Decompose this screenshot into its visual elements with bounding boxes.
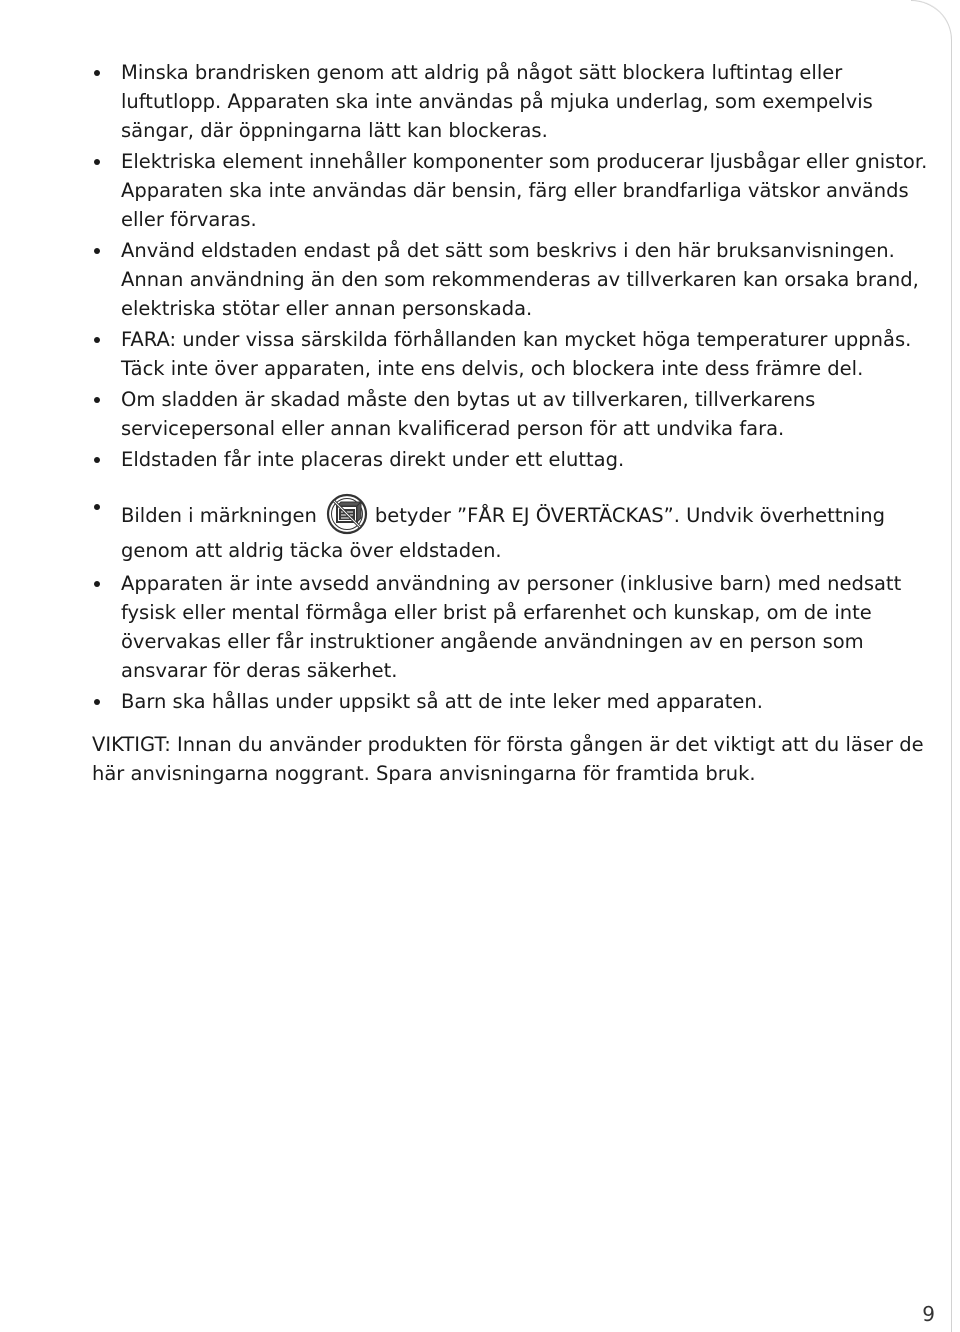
bullet-icon [94,504,100,510]
list-item-text-before-icon: Bilden i märkningen [121,504,317,527]
safety-instructions [92,58,932,808]
list-item-text: Eldstaden får inte placeras direkt under ett eluttag. [121,448,625,471]
list-item-text: Om sladden är skadad måste den bytas ut av tillverkaren, tillverkarens servicepersonal eller annan kvalificerad person för att undvika fara. [121,388,816,440]
safety-list [92,58,932,716]
bullet-icon [94,70,100,76]
list-item [92,325,932,383]
do-not-cover-icon [323,492,371,536]
list-item-text-after-icon: betyder ”FÅR EJ ÖVERTÄCKAS”. Undvik överhettning genom att aldrig täcka över eldstaden. [121,504,885,562]
bullet-icon [94,699,100,705]
list-item [92,445,932,474]
page-number: 9 [922,1302,935,1326]
list-item-text: Apparaten är inte avsedd användning av personer (inklusive barn) med nedsatt fysisk eller mental förmåga eller brist på erfarenhet och kunskap, om de inte övervakas eller får instruktioner angående användningen av en person som ansvarar för deras säkerhet. [121,572,902,682]
list-item-do-not-cover [92,492,932,565]
list-item [92,147,932,234]
list-item-text: Elektriska element innehåller komponenter som producerar ljusbågar eller gnistor. Apparaten ska inte användas där bensin, färg eller brandfarliga vätskor används eller förvaras. [121,150,928,231]
bullet-icon [94,397,100,403]
list-item-text: Använd eldstaden endast på det sätt som beskrivs i den här bruksanvisningen. Annan användning än den som rekommenderas av tillverkaren kan orsaka brand, elektriska stötar eller annan personskada. [121,239,919,320]
list-item-text: Minska brandrisken genom att aldrig på något sätt blockera luftintag eller luftutlopp. Apparaten ska inte användas på mjuka underlag, som exempelvis sängar, där öppningarna lätt kan blockeras. [121,61,873,142]
list-item-text: FARA: under vissa särskilda förhållanden kan mycket höga temperaturer uppnås. Täck inte över apparaten, inte ens delvis, och blockera inte dess främre del. [121,328,912,380]
list-item [92,687,932,716]
bullet-icon [94,581,100,587]
list-item [92,236,932,323]
list-item [92,385,932,443]
list-item-text: Barn ska hållas under uppsikt så att de inte leker med apparaten. [121,690,763,713]
bullet-icon [94,337,100,343]
important-notice: VIKTIGT: Innan du använder produkten för första gången är det viktigt att du läser de här anvisningarna noggrant. Spara anvisningarna för framtida bruk. [92,733,924,785]
list-item [92,569,932,685]
page-corner [911,0,951,40]
bullet-icon [94,457,100,463]
bullet-icon [94,159,100,165]
bullet-icon [94,248,100,254]
list-item [92,58,932,145]
